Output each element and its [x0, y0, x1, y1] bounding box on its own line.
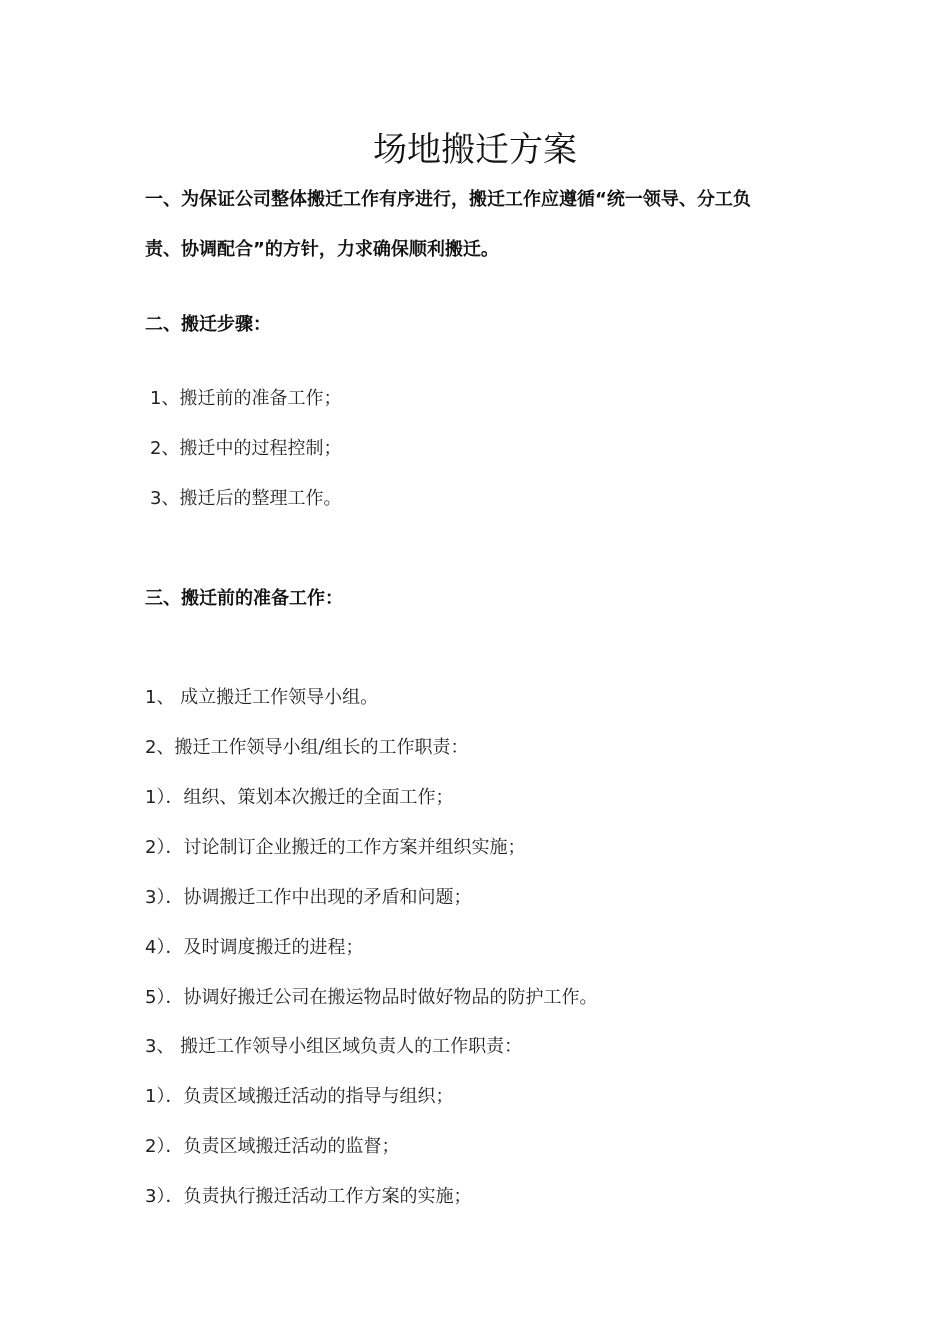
preparation-line: 2、搬迁工作领导小组/组长的工作职责： [145, 737, 469, 758]
step-item: 2、搬迁中的过程控制； [150, 438, 342, 459]
preparation-line: 2）．讨论制订企业搬迁的工作方案并组织实施； [145, 837, 526, 858]
preparation-line: 1）．负责区域搬迁活动的指导与组织； [145, 1086, 454, 1107]
section2-heading: 二、搬迁步骤： [145, 314, 271, 335]
step-item: 3、搬迁后的整理工作。 [150, 488, 342, 509]
preparation-line: 3、 搬迁工作领导小组区域负责人的工作职责： [145, 1036, 523, 1057]
preparation-line: 5）．协调好搬迁公司在搬运物品时做好物品的防护工作。 [145, 987, 598, 1008]
step-item: 1、搬迁前的准备工作； [150, 388, 342, 409]
preparation-line: 3）．协调搬迁工作中出现的矛盾和问题； [145, 887, 472, 908]
preparation-line: 4）．及时调度搬迁的进程； [145, 937, 364, 958]
section1-line2: 责、协调配合”的方针，力求确保顺利搬迁。 [145, 239, 499, 260]
section1-line1: 一、为保证公司整体搬迁工作有序进行，搬迁工作应遵循“统一领导、分工负 [145, 189, 751, 210]
preparation-line: 2）．负责区域搬迁活动的监督； [145, 1136, 400, 1157]
preparation-line: 1、 成立搬迁工作领导小组。 [145, 687, 379, 708]
preparation-line: 3）．负责执行搬迁活动工作方案的实施； [145, 1186, 472, 1207]
section3-heading: 三、搬迁前的准备工作： [145, 588, 343, 609]
document-title: 场地搬迁方案 [373, 130, 577, 170]
preparation-line: 1）．组织、策划本次搬迁的全面工作； [145, 787, 454, 808]
